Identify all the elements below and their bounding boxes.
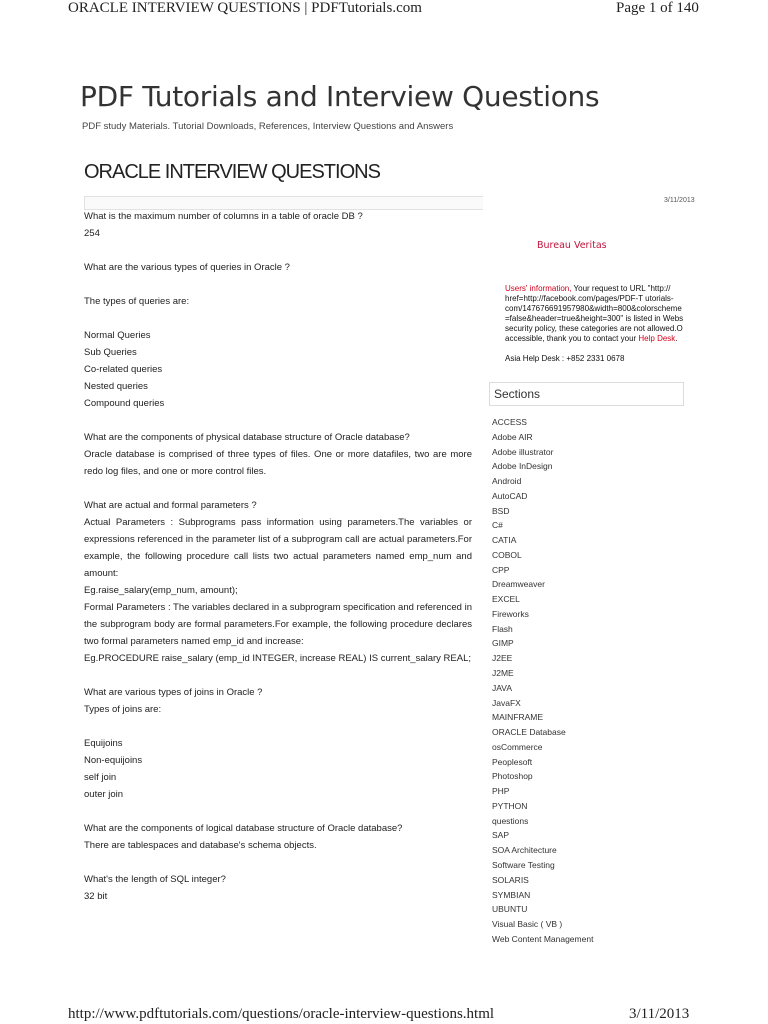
section-link-access[interactable]: ACCESS xyxy=(492,417,527,427)
section-link-java[interactable]: JAVA xyxy=(492,682,512,693)
help-desk-link[interactable]: Help Desk xyxy=(638,334,676,343)
notice-text: accessible, thank you to contact your xyxy=(505,334,639,343)
section-link-dreamweaver[interactable]: Dreamweaver xyxy=(492,579,545,590)
section-link-fireworks[interactable]: Fireworks xyxy=(492,608,529,619)
list-item: outer join xyxy=(84,789,124,800)
notice-label: Users' information, xyxy=(505,284,572,293)
section-link-bsd[interactable]: BSD xyxy=(492,505,510,516)
code-example: Eg.PROCEDURE raise_salary (emp_id INTEGER, increase REAL) IS current_salary REAL; xyxy=(84,653,471,664)
print-footer-date: 3/11/2013 xyxy=(629,1006,690,1022)
section-link-soa-architecture[interactable]: SOA Architecture xyxy=(492,845,557,856)
sections-heading-box xyxy=(489,382,684,406)
print-header-title: ORACLE INTERVIEW QUESTIONS | PDFTutorials.com xyxy=(68,0,422,16)
question-text: What are various types of joins in Oracle ? xyxy=(84,687,263,698)
spacer xyxy=(84,412,472,429)
code-example: Eg.raise_salary(emp_num, amount); xyxy=(84,585,238,596)
answer-text: 254 xyxy=(84,228,100,239)
print-footer-url: http://www.pdftutorials.com/questions/oracle-interview-questions.html xyxy=(68,1006,495,1022)
section-link-php[interactable]: PHP xyxy=(492,786,510,797)
list-item: Compound queries xyxy=(84,398,165,409)
spacer xyxy=(84,803,472,820)
ad-label[interactable]: Bureau Veritas xyxy=(537,240,607,251)
answer-text: Types of joins are: xyxy=(84,704,162,715)
section-link-peoplesoft[interactable]: Peoplesoft xyxy=(492,756,533,767)
spacer xyxy=(84,242,472,259)
section-link-python[interactable]: PYTHON xyxy=(492,800,528,811)
section-link-cobol[interactable]: COBOL xyxy=(492,549,522,560)
site-title[interactable]: PDF Tutorials and Interview Questions xyxy=(80,80,600,113)
blocked-url-notice xyxy=(505,284,703,364)
section-link-autocad[interactable]: AutoCAD xyxy=(492,490,528,501)
section-link-questions[interactable]: questions xyxy=(492,815,529,826)
article-body xyxy=(84,208,472,905)
section-link-j2me[interactable]: J2ME xyxy=(492,668,514,679)
list-item: Nested queries xyxy=(84,381,148,392)
notice-line: security policy, these categories are not allowed.O xyxy=(505,324,683,333)
spacer xyxy=(84,276,472,293)
answer-text: Formal Parameters : The variables declared in a subprogram specification and referenced in the subprogram body are formal parameters.For example, the following procedure declares two formal parameters named emp_id and increase: xyxy=(84,602,472,647)
section-link-mainframe[interactable]: MAINFRAME xyxy=(492,712,543,723)
section-link-ubuntu[interactable]: UBUNTU xyxy=(492,904,528,915)
section-link-solaris[interactable]: SOLARIS xyxy=(492,874,529,885)
spacer xyxy=(84,480,472,497)
section-link-web-content-management[interactable]: Web Content Management xyxy=(492,933,594,944)
list-item: Non-equijoins xyxy=(84,755,143,766)
notice-line: =false&header=true&height=300" is listed in Webs xyxy=(505,314,684,323)
question-text: What is the maximum number of columns in a table of oracle DB ? xyxy=(84,211,363,222)
answer-text: Actual Parameters : Subprograms pass information using parameters.The variables or expressions referenced in the parameter list of a subprogram call are actual parameters.For example, the following procedure call lists two actual parameters named emp_num and amount: xyxy=(84,517,472,579)
notice-text: Your request to URL "http:// xyxy=(571,284,671,293)
section-link-excel[interactable]: EXCEL xyxy=(492,594,520,605)
section-link-cpp[interactable]: CPP xyxy=(492,564,510,575)
print-header xyxy=(0,0,768,22)
notice-text: . xyxy=(675,334,678,343)
print-footer xyxy=(0,1004,768,1024)
list-item: self join xyxy=(84,772,117,783)
list-item: Sub Queries xyxy=(84,347,137,358)
question-text: What are the components of physical database structure of Oracle database? xyxy=(84,432,410,443)
section-link-photoshop[interactable]: Photoshop xyxy=(492,771,533,782)
post-title[interactable]: ORACLE INTERVIEW QUESTIONS xyxy=(84,161,380,183)
section-link-adobe-indesign[interactable]: Adobe InDesign xyxy=(492,461,553,472)
section-link-oscommerce[interactable]: osCommerce xyxy=(492,741,543,752)
section-link-symbian[interactable]: SYMBIAN xyxy=(492,889,531,900)
notice-line: href=http://facebook.com/pages/PDF-T utorials- xyxy=(505,294,674,303)
section-link-flash[interactable]: Flash xyxy=(492,623,513,634)
list-item: Co-related queries xyxy=(84,364,163,375)
sections-heading: Sections xyxy=(494,387,541,401)
list-item: Equijoins xyxy=(84,738,123,749)
answer-text: Oracle database is comprised of three types of files. One or more datafiles, two are more redo log files, and one or more control files. xyxy=(84,449,472,477)
section-link-gimp[interactable]: GIMP xyxy=(492,638,514,649)
sections-list xyxy=(492,415,593,947)
notice-line: com/147676691957980&width=800&colorscheme xyxy=(505,304,682,313)
site-tagline: PDF study Materials. Tutorial Downloads, References, Interview Questions and Answers xyxy=(82,121,454,132)
post-date: 3/11/2013 xyxy=(664,197,695,204)
spacer xyxy=(84,854,472,871)
answer-text: 32 bit xyxy=(84,891,108,902)
question-text: What's the length of SQL integer? xyxy=(84,874,226,885)
help-desk-phone: Asia Help Desk : +852 2331 0678 xyxy=(505,354,625,363)
section-link-catia[interactable]: CATIA xyxy=(492,535,517,546)
notice-line xyxy=(505,284,703,294)
list-item: Normal Queries xyxy=(84,330,151,341)
section-link-j2ee[interactable]: J2EE xyxy=(492,653,513,664)
print-header-page-number: Page 1 of 140 xyxy=(616,0,699,16)
section-link-android[interactable]: Android xyxy=(492,476,522,487)
section-link-adobe-illustrator[interactable]: Adobe illustrator xyxy=(492,446,554,457)
section-link-adobe-air[interactable]: Adobe AIR xyxy=(492,431,533,442)
question-text: What are the various types of queries in Oracle ? xyxy=(84,262,290,273)
notice-line xyxy=(505,334,703,344)
section-link-javafx[interactable]: JavaFX xyxy=(492,697,521,708)
section-link-sap[interactable]: SAP xyxy=(492,830,510,841)
answer-text: There are tablespaces and database's schema objects. xyxy=(84,840,317,851)
spacer xyxy=(84,667,472,684)
section-link-csharp[interactable]: C# xyxy=(492,520,503,531)
section-link-software-testing[interactable]: Software Testing xyxy=(492,859,555,870)
spacer xyxy=(84,310,472,327)
section-link-visual-basic[interactable]: Visual Basic ( VB ) xyxy=(492,919,563,930)
spacer xyxy=(84,718,472,735)
section-link-oracle-database[interactable]: ORACLE Database xyxy=(492,727,566,738)
question-text: What are the components of logical database structure of Oracle database? xyxy=(84,823,403,834)
answer-text: The types of queries are: xyxy=(84,296,190,307)
question-text: What are actual and formal parameters ? xyxy=(84,500,257,511)
